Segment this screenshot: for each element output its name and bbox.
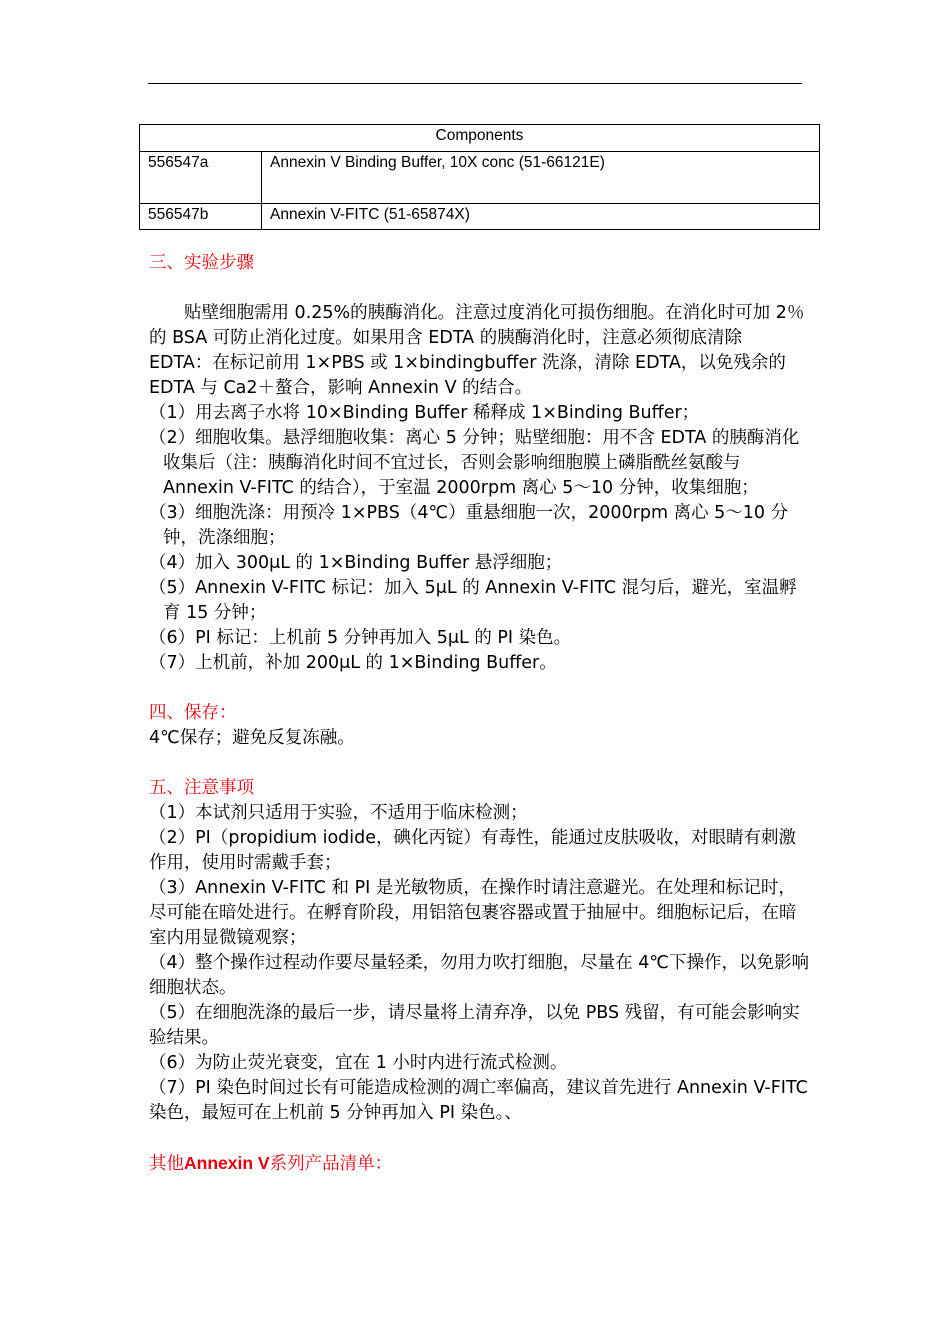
step-item: （6）PI 标记：上机前 5 分钟再加入 5μL 的 PI 染色。 [149, 628, 572, 648]
document-body [149, 251, 809, 1177]
step-item: （1）用去离子水将 10×Binding Buffer 稀释成 1×Binding Buffer； [149, 403, 700, 423]
heading-prefix: 其他 [149, 1154, 184, 1174]
step-item: （7）上机前，补加 200μL 的 1×Binding Buffer。 [149, 653, 557, 673]
component-code: 556547a [140, 152, 262, 204]
note-item: （6）为防止荧光衰变，宜在 1 小时内进行流式检测。 [149, 1053, 568, 1073]
product-list-heading [149, 1151, 809, 1177]
step-item: （3）细胞洗涤：用预冷 1×PBS（4℃）重悬细胞一次，2000rpm 离心 5～10 分钟，洗涤细胞； [149, 503, 789, 548]
note-item: （7）PI 染色时间过长有可能造成检测的凋亡率偏高，建议首先进行 Annexin V-FITC 染色，最短可在上机前 5 分钟再加入 PI 染色。、 [149, 1078, 808, 1123]
section3-intro: 贴壁细胞需用 0.25%的胰酶消化。注意过度消化可损伤细胞。在消化时可加 2％的 BSA 可防止消化过度。如果用含 EDTA 的胰酶消化时，注意必须彻底清除 EDTA：在标记前用 1×PBS 或 1×bindingbuffer 洗涤，清除 EDTA，以免残余的 EDTA 与 Ca2＋螯合，影响 Annexin V 的结合。 [149, 303, 805, 398]
note-item: （5）在细胞洗涤的最后一步，请尽量将上清弃净，以免 PBS 残留，有可能会影响实验结果。 [149, 1003, 800, 1048]
note-item: （2）PI（propidium iodide，碘化丙锭）有毒性，能通过皮肤吸收，对眼睛有刺激作用，使用时需戴手套； [149, 828, 797, 873]
components-header: Components [140, 125, 820, 152]
section3-title: 三、实验步骤 [149, 253, 254, 273]
component-code: 556547b [140, 204, 262, 230]
step-item: （5）Annexin V-FITC 标记：加入 5μL 的 Annexin V-FITC 混匀后，避光，室温孵育 15 分钟； [149, 578, 797, 623]
note-item: （4）整个操作过程动作要尽量轻柔，勿用力吹打细胞，尽量在 4℃下操作，以免影响细胞状态。 [149, 953, 809, 998]
note-item: （3）Annexin V-FITC 和 PI 是光敏物质，在操作时请注意避光。在处理和标记时，尽可能在暗处进行。在孵育阶段，用铝箔包裹容器或置于抽屉中。细胞标记后，在暗室内用显微镜观察； [149, 878, 797, 948]
component-desc: Annexin V Binding Buffer, 10X conc (51-66121E) [262, 152, 820, 204]
table-row [140, 204, 820, 230]
step-item: （4）加入 300μL 的 1×Binding Buffer 悬浮细胞； [149, 553, 563, 573]
component-desc: Annexin V-FITC (51-65874X) [262, 204, 820, 230]
heading-product: Annexin V [184, 1153, 270, 1173]
step-item: （2）细胞收集。悬浮细胞收集：离心 5 分钟；贴壁细胞：用不含 EDTA 的胰酶消化收集后（注：胰酶消化时间不宜过长，否则会影响细胞膜上磷脂酰丝氨酸与 Annexin V-FITC 的结合），于室温 2000rpm 离心 5～10 分钟，收集细胞； [149, 428, 800, 498]
storage-text: 4℃保存；避免反复冻融。 [149, 728, 355, 748]
header-rule [148, 83, 802, 84]
components-table [139, 124, 820, 230]
section4-title: 四、保存： [149, 703, 237, 723]
heading-suffix: 系列产品清单： [269, 1154, 393, 1174]
table-row [140, 152, 820, 204]
section5-title: 五、注意事项 [149, 778, 254, 798]
note-item: （1）本试剂只适用于实验，不适用于临床检测； [149, 803, 528, 823]
